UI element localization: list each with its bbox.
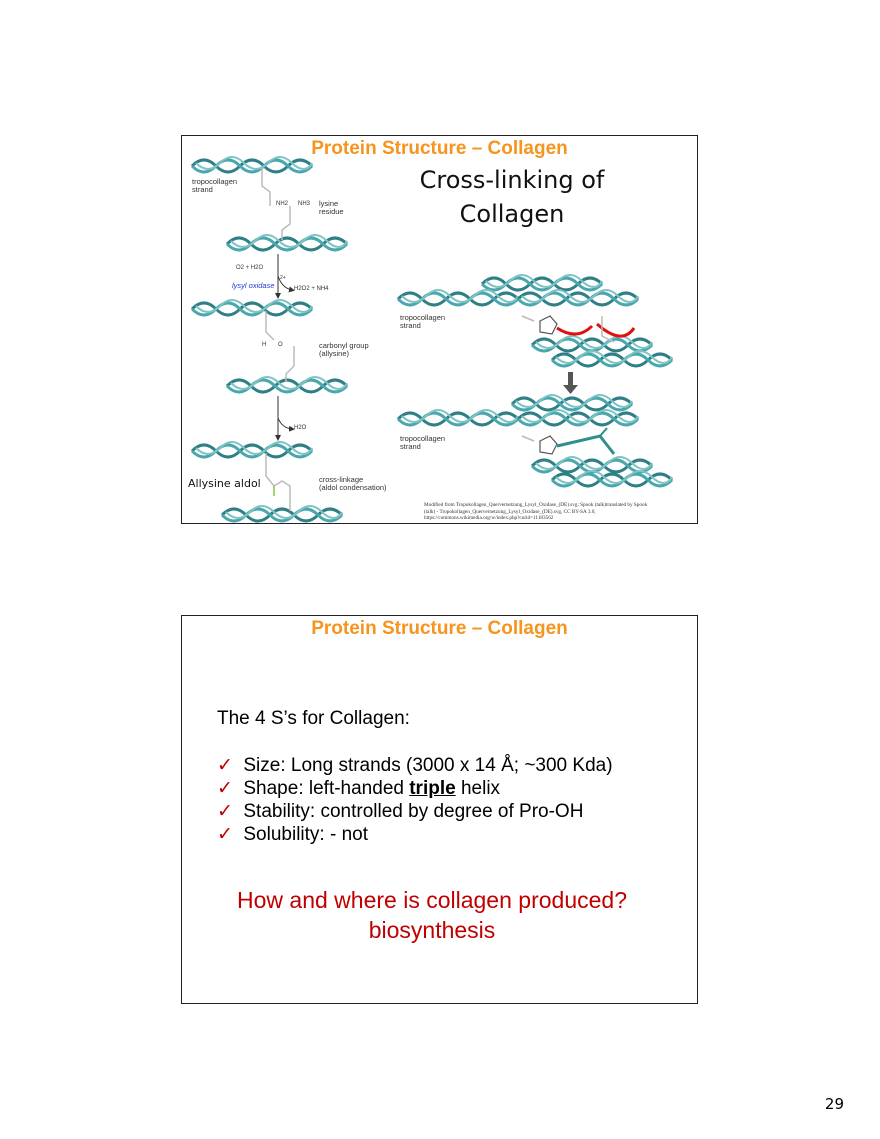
slide-crosslinking [181, 135, 698, 524]
list-item-solubility [217, 823, 613, 846]
helix-4 [227, 377, 347, 392]
label-lysyl-oxidase: lysyl oxidase [232, 281, 275, 290]
helix-2 [227, 235, 347, 250]
helix-top [192, 157, 312, 172]
reaction-down-arrow [563, 372, 578, 394]
label-tropocollagen-right-1: tropocollagen [400, 313, 446, 322]
label-h2o2-nh4: H2O2 + NH4 [294, 286, 329, 292]
check-icon: ✓ [217, 824, 233, 845]
four-s-heading: The 4 S’s for Collagen: [217, 708, 410, 729]
label-carbonyl-2: (allysine) [319, 349, 350, 358]
item-shape-text: Shape: left-handed [243, 778, 410, 799]
helix-6 [222, 506, 342, 521]
helix-right-g [532, 457, 652, 472]
label-tropocollagen-right2-1: tropocollagen [400, 434, 446, 443]
list-item-stability [217, 800, 613, 823]
list-item-size [217, 754, 613, 777]
label-h2o: H2O [294, 425, 307, 431]
helix-right-e [512, 395, 632, 410]
list-item-shape [217, 777, 613, 800]
label-cu: 2+ [280, 275, 286, 281]
helix-3 [192, 300, 312, 315]
label-tropocollagen-top-2: strand [192, 185, 213, 194]
slide1-title: Protein Structure – Collagen [311, 138, 568, 159]
item-shape-post: helix [455, 778, 501, 799]
label-o2-h2o: O2 + H2O [236, 265, 264, 271]
item-solubility-text: Solubility: - not [243, 824, 368, 845]
label-nh2: NH2 [276, 201, 289, 207]
helix-right-c [532, 336, 652, 351]
item-shape-bold: triple [409, 778, 456, 799]
label-allysine-aldol: Allysine aldol [188, 477, 261, 490]
helix-right-a [482, 275, 602, 290]
label-crosslinkage-1: cross-linkage [319, 475, 364, 484]
slide2-title: Protein Structure – Collagen [311, 618, 568, 639]
four-s-list [217, 754, 613, 846]
credit-line-3: https://commons.wikimedia.org/w/index.php?curid=11183562 [424, 515, 554, 521]
helix-right-d [552, 351, 672, 366]
red-arrow-1 [557, 326, 592, 334]
credit-line-1: Modified from Tropokollagen_Quervernetzung_Lysyl_Oxidase_(DE).svg: Spook (talk)translated by Spook [424, 502, 648, 508]
question-line-2: biosynthesis [368, 917, 496, 943]
helix-right-b [398, 290, 638, 305]
caption-line-1: Cross-linking of [419, 166, 605, 194]
label-o-left: O [278, 342, 283, 348]
caption-line-2: Collagen [459, 200, 565, 228]
item-size-text: Size: Long strands (3000 x 14 Å; ~300 Kda) [243, 755, 613, 776]
label-lysine-2: residue [319, 207, 344, 216]
label-crosslinkage-2: (aldol condensation) [319, 483, 387, 492]
item-stability-text: Stability: controlled by degree of Pro-OH [243, 801, 584, 822]
credit-line-2: (talk) - Tropokollagen_Quervernetzung_Lysyl_Oxidase_(DE).svg, CC BY-SA 3.0, [424, 508, 596, 515]
label-nh3: NH3 [298, 201, 311, 207]
label-tropocollagen-top-1: tropocollagen [192, 177, 238, 186]
label-carbonyl-1: carbonyl group [319, 341, 369, 350]
question-line-1: How and where is collagen produced? [237, 887, 627, 913]
helix-5 [192, 442, 312, 457]
image-credit [424, 502, 694, 522]
helix-right-f [398, 410, 638, 425]
check-icon: ✓ [217, 801, 233, 822]
slide-4s-collagen [181, 615, 698, 1004]
label-tropocollagen-right-2: strand [400, 321, 421, 330]
label-lysine-1: lysine [319, 199, 339, 208]
label-h-left: H [262, 342, 267, 348]
check-icon: ✓ [217, 778, 233, 799]
label-tropocollagen-right2-2: strand [400, 442, 421, 451]
check-icon: ✓ [217, 755, 233, 776]
page-number: 29 [824, 1095, 844, 1113]
